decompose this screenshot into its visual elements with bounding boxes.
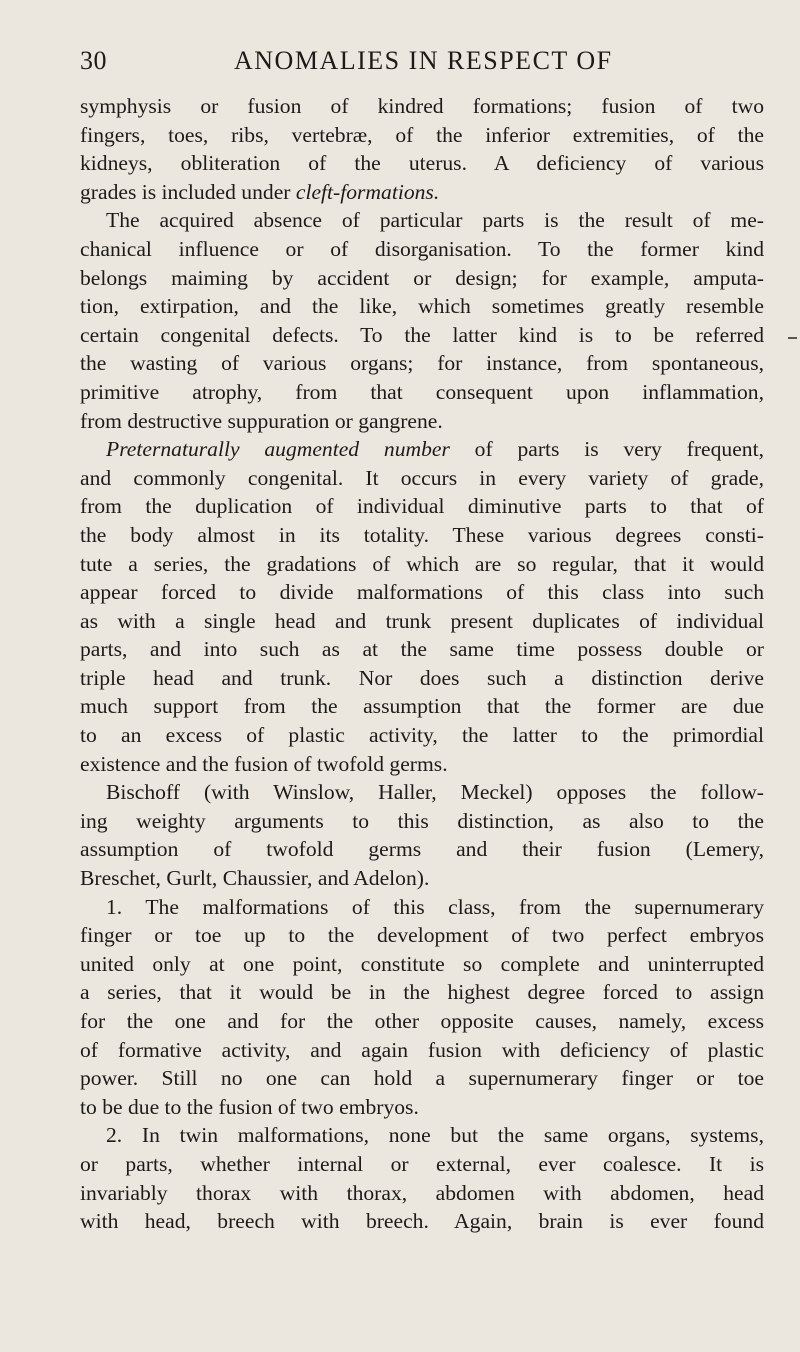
text-line: assumption of twofold germs and their fusion (Lemery, — [80, 837, 764, 862]
text-line: with head, breech with breech. Again, brain is ever found — [80, 1209, 764, 1234]
text-line: from the duplication of individual diminutive parts to that of — [80, 494, 764, 519]
text-line: tute a series, the gradations of which are so regular, that it would — [80, 551, 764, 576]
body-text — [80, 92, 764, 1236]
italic-phrase: Preternaturally augmented number — [106, 437, 450, 462]
text-line: chanical influence or of disorganisation. To the former kind — [80, 236, 764, 261]
text-line: belongs maiming by accident or design; for example, amputa- — [80, 265, 764, 290]
text-line: symphysis or fusion of kindred formations; fusion of two — [80, 94, 764, 118]
text-line: or parts, whether internal or external, ever coalesce. It is — [80, 1151, 764, 1176]
text-line: and commonly congenital. It occurs in every variety of grade, — [80, 465, 764, 490]
text-line — [80, 435, 764, 464]
margin-mark — [788, 337, 797, 339]
text-line: a series, that it would be in the highest degree forced to assign — [80, 980, 764, 1005]
page-number: 30 — [80, 46, 107, 75]
text-line: united only at one point, constitute so complete and uninterrupted — [80, 951, 764, 976]
text-line: Bischoff (with Winslow, Haller, Meckel) opposes the follow- — [106, 780, 764, 805]
text-line: as with a single head and trunk present duplicates of individual — [80, 608, 764, 633]
text-line: to an excess of plastic activity, the latter to the primordial — [80, 723, 764, 748]
text-line: to be due to the fusion of two embryos. — [80, 1094, 419, 1119]
text-segment: grades is included under — [80, 179, 296, 204]
text-line: existence and the fusion of twofold germs. — [80, 751, 448, 776]
text-line: 1. The malformations of this class, from the supernumerary — [106, 894, 764, 919]
running-head-title: ANOMALIES IN RESPECT OF — [234, 46, 613, 75]
text-line: ing weighty arguments to this distinction, as also to the — [80, 808, 764, 833]
text-line: appear forced to divide malformations of this class into such — [80, 580, 764, 605]
text-line: 2. In twin malformations, none but the same organs, systems, — [106, 1123, 764, 1148]
text-line: power. Still no one can hold a supernumerary finger or toe — [80, 1066, 764, 1091]
running-head — [80, 46, 764, 86]
text-line: the body almost in its totality. These various degrees consti- — [80, 522, 764, 547]
text-line: Breschet, Gurlt, Chaussier, and Adelon). — [80, 866, 430, 891]
text-line: invariably thorax with thorax, abdomen with abdomen, head — [80, 1180, 764, 1205]
text-line: kidneys, obliteration of the uterus. A deficiency of various — [80, 151, 764, 176]
italic-phrase: cleft-formations. — [295, 179, 440, 204]
text-segment: of parts is very frequent, — [449, 437, 764, 462]
text-line: certain congenital defects. To the latter kind is to be referred — [80, 322, 764, 347]
text-line: for the one and for the other opposite causes, namely, excess — [80, 1009, 764, 1033]
text-line: the wasting of various organs; for instance, from spontaneous, — [80, 351, 764, 376]
text-line — [80, 178, 764, 207]
text-line: of formative activity, and again fusion with deficiency of plastic — [80, 1037, 764, 1062]
text-line: The acquired absence of particular parts is the result of me- — [106, 208, 764, 233]
text-line: triple head and trunk. Nor does such a distinction derive — [80, 665, 764, 690]
text-line: tion, extirpation, and the like, which sometimes greatly resemble — [80, 294, 764, 319]
text-line: from destructive suppuration or gangrene. — [80, 408, 443, 433]
text-line: finger or toe up to the development of two perfect embryos — [80, 923, 764, 948]
text-line: parts, and into such as at the same time possess double or — [80, 637, 764, 662]
text-line: much support from the assumption that the former are due — [80, 694, 764, 719]
text-line: fingers, toes, ribs, vertebræ, of the inferior extremities, of the — [80, 122, 764, 147]
text-line: primitive atrophy, from that consequent upon inflammation, — [80, 379, 764, 404]
